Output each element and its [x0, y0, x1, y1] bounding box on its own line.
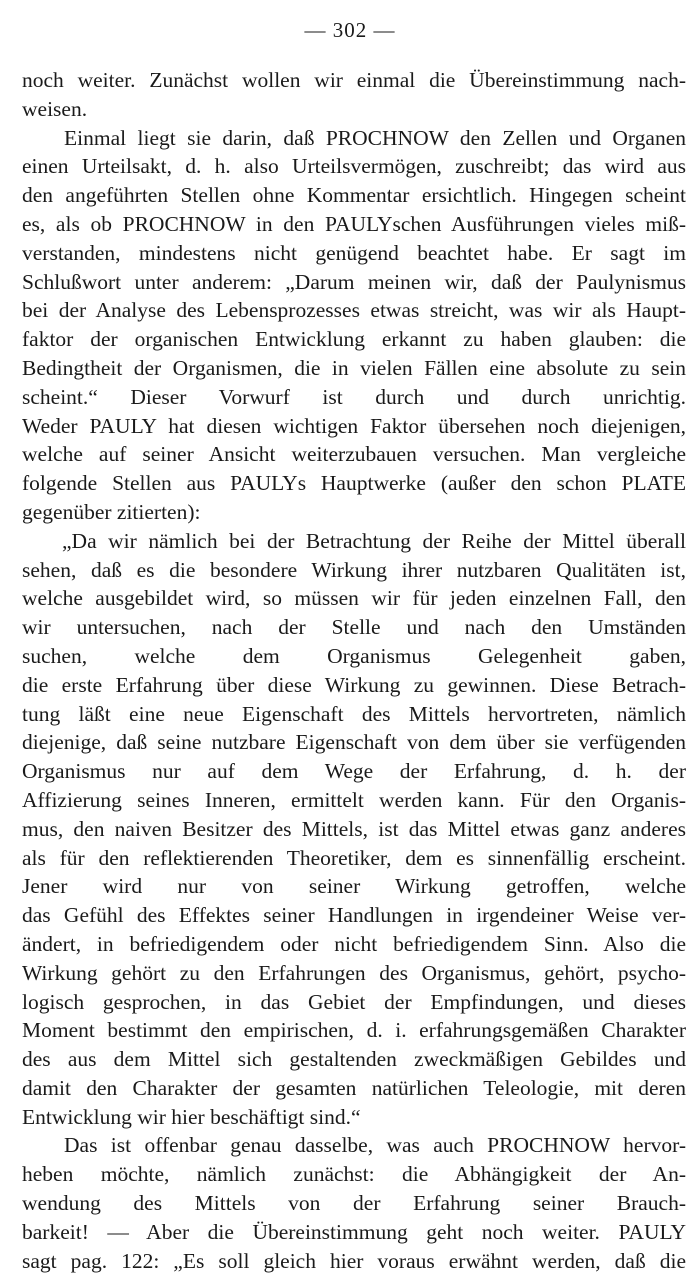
text-line: des aus dem Mittel sich gestaltenden zweckmäßigen Gebildes und	[22, 1047, 686, 1072]
text-line: sehen, daß es die besondere Wirkung ihrer nutzbaren Qualitäten ist,	[22, 557, 686, 582]
text-line: „Da wir nämlich bei der Betrachtung der Reihe der Mittel überall	[62, 528, 686, 553]
text-line: Entwicklung wir hier beschäftigt sind.“	[22, 1104, 361, 1129]
text-line: welche ausgebildet wird, so müssen wir für jeden einzelnen Fall, den	[22, 586, 686, 611]
text-line: damit den Charakter der gesamten natürlichen Teleologie, mit deren	[22, 1075, 686, 1100]
text-line: heben möchte, nämlich zunächst: die Abhängigkeit der An-	[22, 1162, 686, 1187]
text-line: sagt pag. 122: „Es soll gleich hier voraus erwähnt werden, daß die	[22, 1248, 686, 1273]
text-line: weisen.	[22, 96, 88, 121]
text-line: Wirkung gehört zu den Erfahrungen des Organismus, gehört, psycho-	[22, 960, 686, 985]
page-number: — 302 —	[304, 18, 396, 42]
text-line: tung läßt eine neue Eigenschaft des Mittels hervortreten, nämlich	[22, 701, 686, 726]
text-line: logisch gesprochen, in das Gebiet der Empfindungen, und dieses	[22, 989, 686, 1014]
text-line: Moment bestimmt den empirischen, d. i. erfahrungsgemäßen Charakter	[22, 1018, 686, 1043]
text-line: welche auf seiner Ansicht weiterzubauen versuchen. Man vergleiche	[22, 442, 686, 467]
text-line: faktor der organischen Entwicklung erkannt zu haben glauben: die	[22, 327, 686, 352]
text-line: suchen, welche dem Organismus Gelegenheit gaben,	[22, 643, 686, 668]
text-line: wendung des Mittels von der Erfahrung seiner Brauch-	[22, 1191, 686, 1216]
text-line: die erste Erfahrung über diese Wirkung zu gewinnen. Diese Betrach-	[22, 672, 686, 697]
text-line: mus, den naiven Besitzer des Mittels, ist das Mittel etwas ganz anderes	[22, 816, 686, 841]
text-line: das Gefühl des Effektes seiner Handlungen in irgendeiner Weise ver-	[22, 903, 686, 928]
text-line: den angeführten Stellen ohne Kommentar ersichtlich. Hingegen scheint	[22, 183, 686, 208]
text-line: es, als ob PROCHNOW in den PAULYschen Ausführungen vieles miß-	[22, 211, 686, 236]
text-line: bei der Analyse des Lebensprozesses etwas streicht, was wir als Haupt-	[22, 298, 686, 323]
text-line: Das ist offenbar genau dasselbe, was auch PROCHNOW hervor-	[64, 1133, 686, 1158]
text-line: ändert, in befriedigendem oder nicht befriedigendem Sinn. Also die	[22, 931, 686, 956]
text-line: einen Urteilsakt, d. h. also Urteilsvermögen, zuschreibt; das wird aus	[22, 154, 686, 179]
text-line: als für den reflektierenden Theoretiker, dem es sinnenfällig erscheint.	[22, 845, 686, 870]
text-line: folgende Stellen aus PAULYs Hauptwerke (außer den schon PLATE	[22, 471, 686, 496]
text-line: barkeit! — Aber die Übereinstimmung geht noch weiter. PAULY	[22, 1219, 686, 1244]
text-line: diejenige, daß seine nutzbare Eigenschaft von dem über sie verfügenden	[22, 730, 686, 755]
text-line: wir untersuchen, nach der Stelle und nach den Umständen	[22, 615, 686, 640]
text-line: verstanden, mindestens nicht genügend beachtet habe. Er sagt im	[22, 240, 686, 265]
text-line: gegenüber zitierten):	[22, 499, 201, 524]
body-text	[22, 66, 686, 1275]
text-line: Organismus nur auf dem Wege der Erfahrung, d. h. der	[22, 759, 686, 784]
text-line: Weder PAULY hat diesen wichtigen Faktor übersehen noch diejenigen,	[22, 413, 686, 438]
text-line: noch weiter. Zunächst wollen wir einmal die Übereinstimmung nach-	[22, 68, 686, 92]
text-line: Schlußwort unter anderem: „Darum meinen wir, daß der Paulynismus	[22, 269, 686, 294]
text-line: Einmal liegt sie darin, daß PROCHNOW den Zellen und Organen	[64, 125, 686, 150]
text-line: Affizierung seines Inneren, ermittelt werden kann. Für den Organis-	[22, 787, 686, 812]
text-line: scheint.“ Dieser Vorwurf ist durch und durch unrichtig.	[22, 384, 686, 409]
text-line: Bedingtheit der Organismen, die in vielen Fällen eine absolute zu sein	[22, 355, 686, 380]
text-line: Jener wird nur von seiner Wirkung getroffen, welche	[22, 874, 686, 899]
